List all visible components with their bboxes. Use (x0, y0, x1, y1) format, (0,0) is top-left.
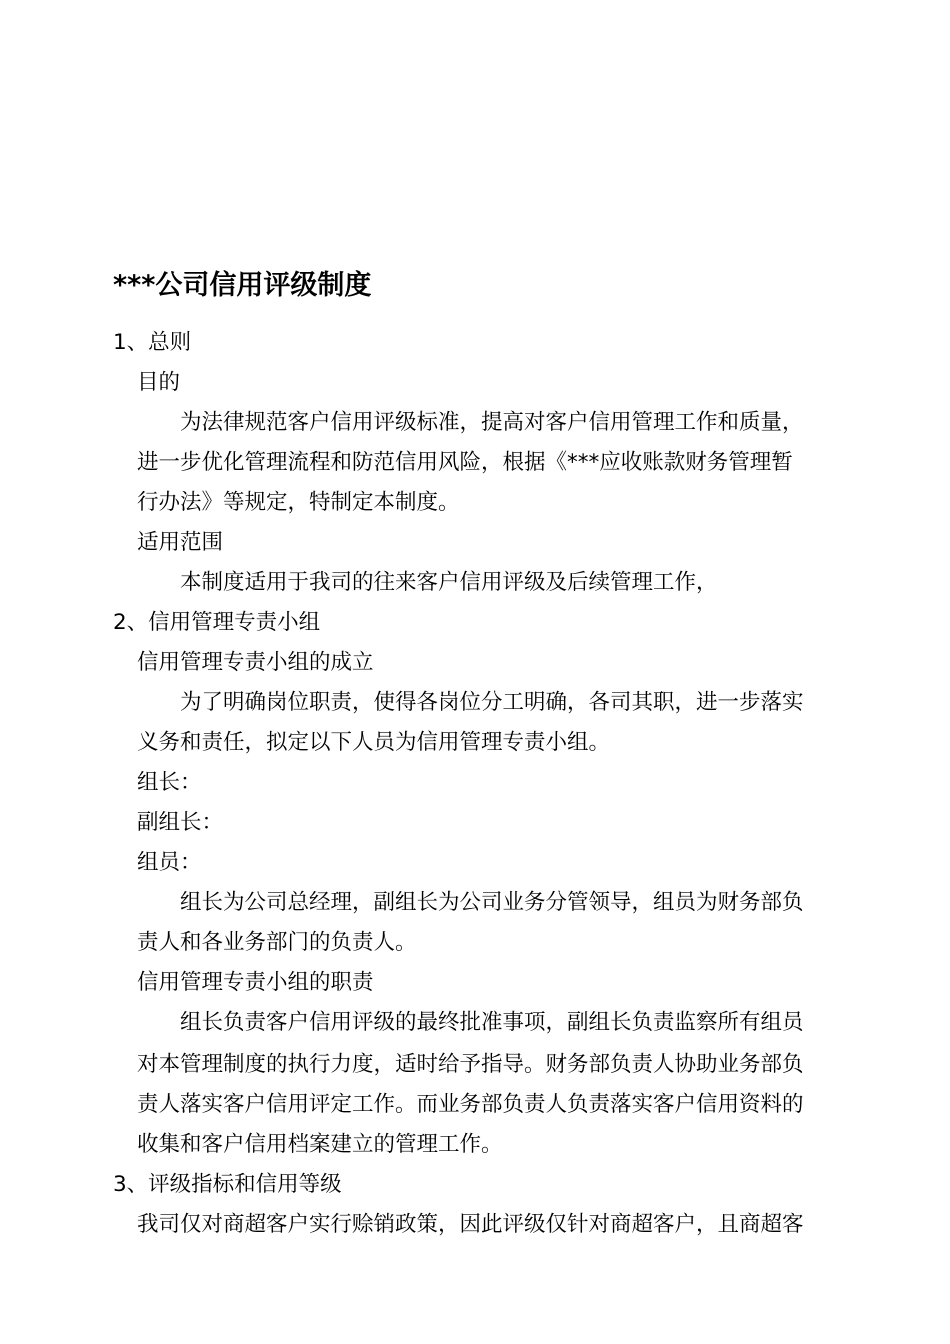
subheading-purpose: 目的 (137, 370, 181, 395)
paragraph-line: 为法律规范客户信用评级标准，提高对客户信用管理工作和质量， (180, 410, 804, 435)
section-heading-general: 1、总则 (113, 330, 192, 355)
paragraph-line: 义务和责任，拟定以下人员为信用管理专责小组。 (137, 730, 611, 755)
subheading-team-duties: 信用管理专责小组的职责 (137, 970, 374, 995)
subheading-scope: 适用范围 (137, 530, 224, 555)
field-label-deputy-leader: 副组长： (137, 810, 224, 835)
section-heading-credit-team: 2、信用管理专责小组 (113, 610, 321, 635)
field-label-members: 组员： (137, 850, 202, 875)
paragraph-line: 组长为公司总经理，副组长为公司业务分管领导，组员为财务部负 (180, 890, 804, 915)
paragraph-line: 组长负责客户信用评级的最终批准事项，副组长负责监察所有组员 (180, 1010, 804, 1035)
paragraph-line: 责人落实客户信用评定工作。而业务部负责人负责落实客户信用资料的 (137, 1092, 804, 1117)
field-label-leader: 组长： (137, 770, 202, 795)
paragraph-line: 行办法》等规定，特制定本制度。 (137, 490, 460, 515)
paragraph-line: 为了明确岗位职责，使得各岗位分工明确，各司其职，进一步落实 (180, 690, 804, 715)
section-heading-rating-indicators: 3、评级指标和信用等级 (113, 1172, 342, 1197)
subheading-team-establishment: 信用管理专责小组的成立 (137, 650, 374, 675)
paragraph-line: 收集和客户信用档案建立的管理工作。 (137, 1132, 503, 1157)
paragraph-line: 责人和各业务部门的负责人。 (137, 930, 417, 955)
paragraph-line: 对本管理制度的执行力度，适时给予指导。财务部负责人协助业务部负 (137, 1052, 804, 1077)
paragraph-line: 进一步优化管理流程和防范信用风险，根据《***应收账款财务管理暂 (137, 450, 793, 475)
paragraph-line: 我司仅对商超客户实行赊销政策，因此评级仅针对商超客户，且商超客 (137, 1212, 804, 1237)
document-title: ***公司信用评级制度 (113, 270, 372, 301)
paragraph-line: 本制度适用于我司的往来客户信用评级及后续管理工作， (180, 570, 718, 595)
